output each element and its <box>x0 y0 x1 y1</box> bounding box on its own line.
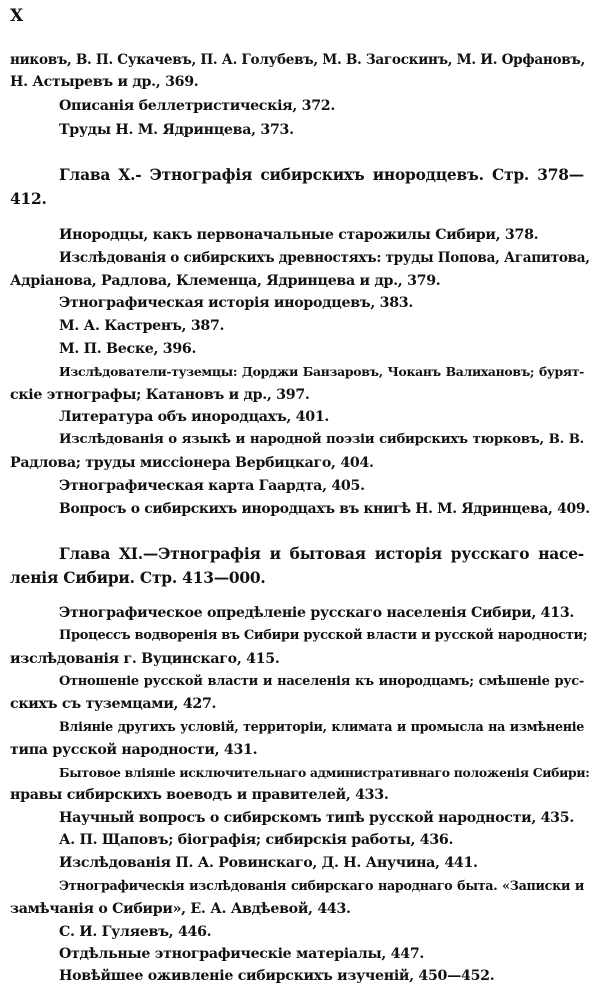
text-line: скіе этнографы; Катановъ и др., 397. <box>10 387 310 403</box>
text-line: Труды Н. М. Ядринцева, 373. <box>59 122 294 138</box>
text-line: Радлова; труды миссіонера Вербицкаго, 404. <box>10 455 374 471</box>
text-line: замѣчанія о Сибири», Е. А. Авдѣевой, 443. <box>10 901 351 917</box>
text-line: Этнографическая исторія инородцевъ, 383. <box>59 295 413 311</box>
text-line: Вліяніе другихъ условій, территоріи, климата и промысла на измѣненіе <box>59 719 584 734</box>
text-line: скихъ съ туземцами, 427. <box>10 696 217 712</box>
chapter-heading: 412. <box>10 190 47 208</box>
text-line: Изслѣдователи-туземцы: Дорджи Банзаровъ, Чоканъ Валихановъ; бурят- <box>59 364 584 379</box>
text-line: Этнографическая карта Гаардта, 405. <box>59 478 365 494</box>
chapter-heading: Глава XI.—Этнографія и бытовая исторія русскаго насе- <box>59 545 584 563</box>
text-line: Отношеніе русской власти и населенія къ инородцамъ; смѣшеніе рус- <box>59 674 584 689</box>
text-line: Изслѣдованія о сибирскихъ древностяхъ: труды Попова, Агапитова, <box>59 250 590 266</box>
chapter-heading: Глава X.- Этнографія сибирскихъ инородцевъ. Стр. 378— <box>59 166 584 184</box>
text-line: М. А. Кастренъ, 387. <box>59 318 225 334</box>
text-line: Этнографическія изслѣдованія сибирскаго народнаго быта. «Записки и <box>59 878 584 893</box>
text-line: Новѣйшее оживленіе сибирскихъ изученій, 450—452. <box>59 968 495 984</box>
text-line: Изслѣдованія П. А. Ровинскаго, Д. Н. Анучина, 441. <box>59 855 478 871</box>
text-line: Процессъ водворенія въ Сибири русской власти и русской народности; <box>59 628 588 643</box>
text-line: Описанія беллетристическія, 372. <box>59 98 336 114</box>
text-line: Этнографическое опредѣленіе русскаго населенія Сибири, 413. <box>59 605 575 621</box>
text-line: С. И. Гуляевъ, 446. <box>59 924 212 940</box>
text-line: Адріанова, Радлова, Клеменца, Ядринцева и др., 379. <box>10 273 441 289</box>
text-line: А. П. Щаповъ; біографія; сибирскія работы, 436. <box>59 832 454 848</box>
text-line: типа русской народности, 431. <box>10 742 258 758</box>
text-line: Научный вопросъ о сибирскомъ типѣ русской народности, 435. <box>59 810 574 826</box>
text-line: Инородцы, какъ первоначальные старожилы Сибири, 378. <box>59 227 539 243</box>
text-line: Литература объ инородцахъ, 401. <box>59 409 330 425</box>
text-line: изслѣдованія г. Вуцинскаго, 415. <box>10 651 280 667</box>
text-line: никовъ, В. П. Сукачевъ, П. А. Голубевъ, М. В. Загоскинъ, М. И. Орфановъ, <box>10 52 585 68</box>
text-line: Отдѣльные этнографическіе матеріалы, 447. <box>59 946 425 962</box>
text-line: М. П. Веске, 396. <box>59 341 197 357</box>
text-line: Н. Астыревъ и др., 369. <box>10 74 199 90</box>
page-number: X <box>10 6 24 26</box>
text-line: нравы сибирскихъ воеводъ и правителей, 433. <box>10 787 389 803</box>
text-line: Изслѣдованія о языкѣ и народной поэзіи сибирскихъ тюрковъ, В. В. <box>59 432 584 447</box>
text-line: Вопросъ о сибирскихъ инородцахъ въ книгѣ Н. М. Ядринцева, 409. <box>59 501 590 517</box>
text-line: Бытовое вліяніе исключительнаго административнаго положенія Сибири: <box>59 765 590 780</box>
chapter-heading: ленія Сибири. Стр. 413—000. <box>10 569 266 587</box>
